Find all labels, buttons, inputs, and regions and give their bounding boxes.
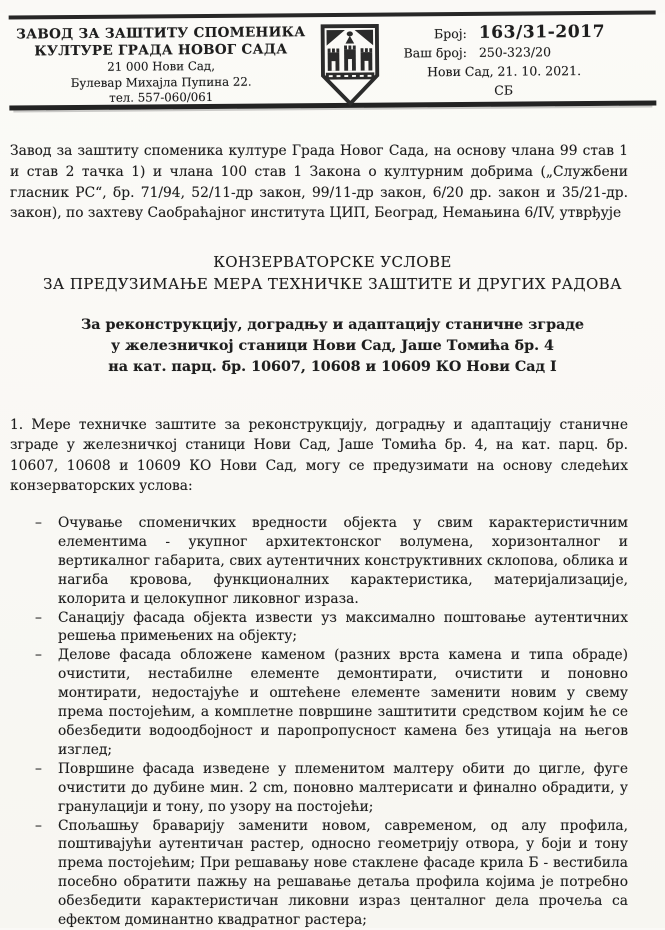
ref-number-value: 163/31-2017 [478, 21, 606, 43]
list-item [35, 609, 628, 647]
ref-number-label: Број: [433, 25, 467, 42]
condition-text-3: Делове фасада обложене каменом (разних врста камена и типа обраде) очистити, нестабилне елементе демонтирати, очистити и поновно монтирати, недостајуће и оштећене елементе заменити новим у свему према постојећим, а комплетне површине заштитити средством којим ће се обезбедити водоодбојност и паропропусност камена без утицаја на његов изглед; [58, 647, 628, 758]
intro-paragraph: Завод за заштиту споменика културе Града Новог Сада, на основу члана 99 став 1 и став 2 тачка 1) и члана 100 став 1 Закона о културним добрима („Службени гласник РС“, бр. 71/94, 52/11-др закон, 99/11-др закон, 6/20 др. закон и 35/21-др. закон), по захтеву Саобраћајног института ЦИП, Београд, Немањина 6/IV, утврђује [10, 143, 628, 222]
condition-text-5: Спољашњу браварију заменити новом, савременом, од алу профила, поштивајући аутентичан растер, односно геометрију отвора, у боји и тону према постојећим; При решавању нове стаклене фасаде крила Б - вестибила посебно обратити пажњу на решавање детаља профила којима је потребно обезбедити карактеристичан ликовни израз центалног дела прочеља са ефектом доминантно квадратног растера; [58, 817, 628, 929]
list-item [35, 646, 628, 759]
your-number-row [389, 41, 652, 62]
ref-number-row [389, 22, 652, 43]
coat-of-arms-emblem [311, 22, 390, 103]
dash-marker: – [35, 515, 42, 531]
org-name-line1: ЗАВОД ЗА ЗАШТИТУ СПОМЕНИКА [15, 24, 306, 43]
dash-marker: – [35, 817, 42, 834]
document-subtitle [0, 315, 665, 378]
dash-marker: – [35, 760, 42, 777]
org-street-address: Булевар Михајла Пупина 22. [70, 74, 252, 90]
section-1-paragraph: 1. Мере техничке заштите за реконструкцију, доградњу и адаптацију станичне зграде у железничкој станици Нови Сад, Јаше Томића бр. 4, на кат. парц. бр. 10607, 10608 и 10609 КО Нови Сад, могу се предузимати на основу следећих конзерваторских услова: [10, 417, 628, 494]
title-line1: КОНЗЕРВАТОРСКЕ УСЛОВЕ [213, 253, 452, 272]
org-phone: тел. 557-060/061 [109, 89, 214, 105]
letterhead [9, 10, 657, 110]
letterhead-org-block [11, 22, 312, 104]
list-item [35, 817, 628, 930]
document-page [0, 13, 665, 928]
conditions-list [0, 514, 628, 930]
document-title [0, 252, 665, 295]
condition-text-4: Површине фасада изведене у племенитом малтеру обити до цигле, фуге очистити до дубине мин. 2 cm, поновно малтерисати и финално обрадити, у гранулацији и тону, по узору на постојећи; [58, 760, 628, 815]
condition-text-1: Очување споменичких вредности објекта у свим карактеристичним елементима - укупног архитектонског волумена, хоризонталног и вертикалног габарита, свих аутентичних конструктивних склопова, облика и нагиба кровова, функционалних карактеристика, материјализације, колорита и целокупног ликовног израза. [58, 515, 628, 607]
your-number-value: 250-323/20 [478, 44, 552, 60]
place-date: Нови Сад, 21. 10. 2021. [427, 63, 582, 80]
clerk-initials: СБ [494, 82, 514, 98]
letterhead-ref-block [389, 19, 653, 101]
org-name-line2: КУЛТУРЕ ГРАДА НОВОГ САДА [34, 41, 288, 60]
list-item [35, 760, 628, 817]
dash-marker: – [35, 609, 42, 626]
list-item [35, 514, 628, 609]
subtitle-line1: За реконструкцију, доградњу и адаптацију станичне зграде [80, 317, 585, 334]
your-number-label: Ваш број: [403, 44, 467, 61]
condition-text-2: Санацију фасада објекта извести уз максимално поштовање аутентичних решења примењених на објекту; [58, 609, 628, 645]
title-line2: ЗА ПРЕДУЗИМАЊЕ МЕРА ТЕХНИЧКЕ ЗАШТИТЕ И ДРУГИХ РАДОВА [43, 274, 622, 293]
subtitle-line2: у железничкој станици Нови Сад, Јаше Томића бр. 4 [111, 338, 554, 355]
subtitle-line3: на кат. парц. бр. 10607, 10608 и 10609 КО Нови Сад I [108, 359, 557, 376]
org-postal-city: 21 000 Нови Сад, [107, 58, 215, 74]
dash-marker: – [35, 647, 42, 664]
